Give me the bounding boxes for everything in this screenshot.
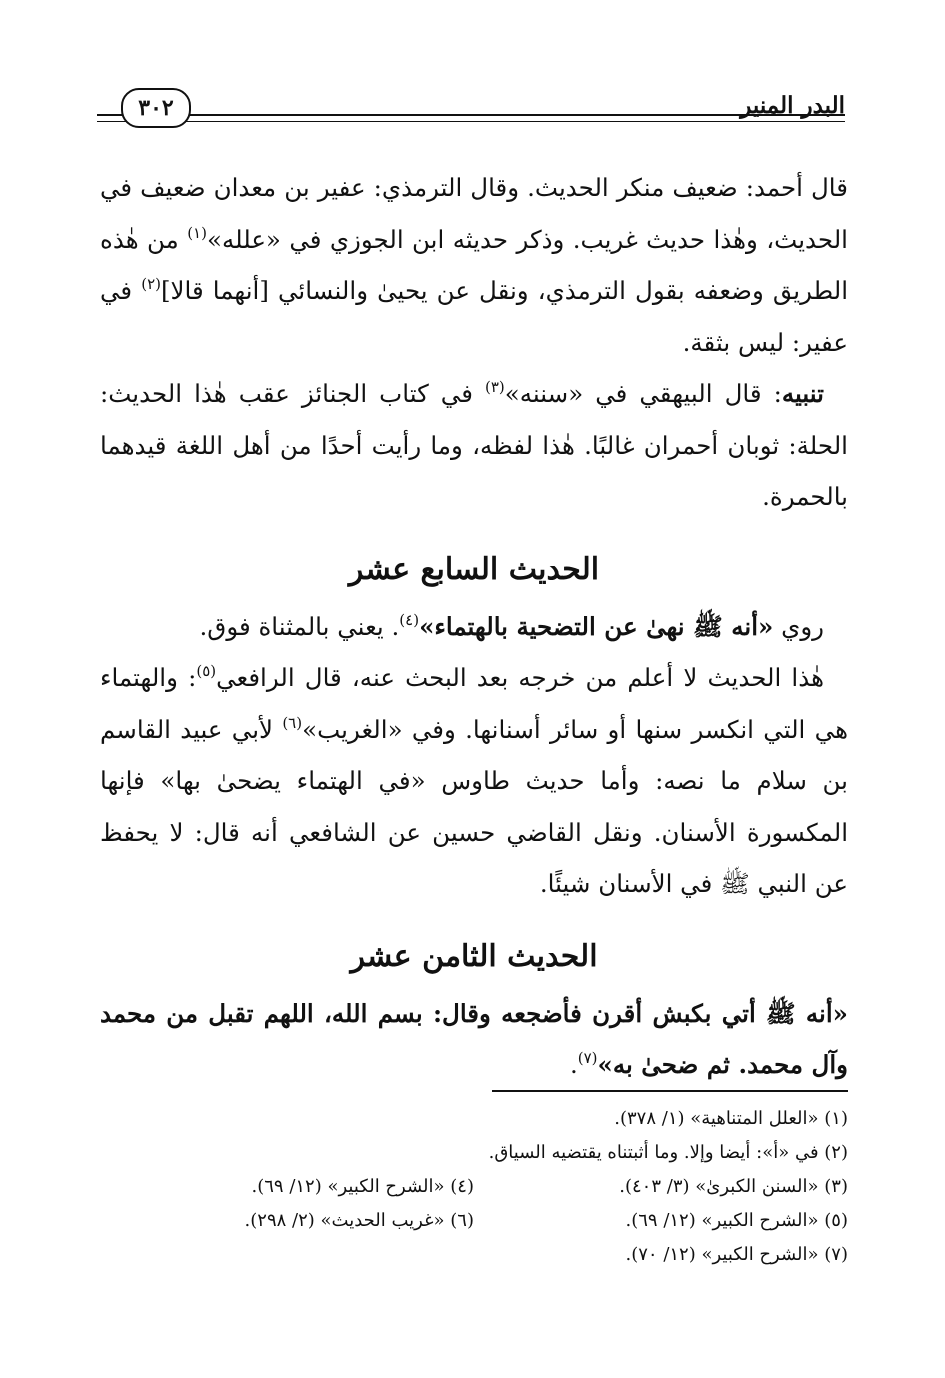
footnotes bbox=[100, 1102, 848, 1272]
text-line: من هٰذه الطريق وضعفه بقول الترمذي، ونقل عن يحيىٰ bbox=[100, 224, 848, 305]
text-line: في عفير: ليس بثقة. bbox=[100, 276, 848, 357]
footnote-ref[interactable]: (٣) bbox=[484, 378, 505, 396]
hadith-quote: «أنه ﷺ أتي بكبش أقرن فأضجعه وقال: بسم الله، اللهم تقبل من محمد وآل محمد. ثم ضحىٰ به» bbox=[100, 998, 848, 1079]
paragraph-intro-1 bbox=[100, 162, 848, 368]
text-segment: في كتاب الجنائز عقب هٰذا الحديث: الحلة: ثوبان أحمران غالبًا. هٰذا لفظه، وما رأيت أحدًا من أهل اللغة قيدهما بالحمرة. bbox=[100, 379, 848, 511]
main-text bbox=[100, 162, 848, 1091]
footnote: (١) «العلل المتناهية» (١/ ٣٧٨). bbox=[614, 1108, 848, 1129]
text-segment: لأبي عبيد القاسم بن سلام ما نصه: وأما حديث طاوس «في الهتماء يضحىٰ بها» فإنها المكسورة الأسنان. ونقل القاضي حسين عن الشافعي أنه قال: لا يحفظ عن النبي ﷺ في الأسنان شيئًا. bbox=[100, 714, 848, 898]
text-line: ضعيف في الحديث، وهٰذا حديث غريب. وذكر حديثه ابن الجوزي في bbox=[100, 173, 848, 254]
paragraph-notice bbox=[100, 368, 848, 523]
footnote-ref[interactable]: (١) bbox=[187, 223, 207, 242]
section-heading: الحديث الثامن عشر bbox=[350, 938, 598, 974]
text-line: والنسائي [أنهما قالا] bbox=[161, 276, 369, 305]
text-segment: : قال البيهقي في «سننه» bbox=[504, 379, 782, 408]
text-segment: هٰذا الحديث لا أعلم من خرجه بعد البحث عنه، قال الرافعي bbox=[216, 663, 824, 692]
paragraph-hadith-17-commentary bbox=[100, 652, 848, 910]
text-segment: . bbox=[569, 1050, 578, 1079]
header-rule-thick bbox=[97, 114, 845, 116]
section-heading: الحديث السابع عشر bbox=[348, 551, 600, 587]
footnote-ref[interactable]: (٥) bbox=[196, 662, 217, 680]
footnote-ref[interactable]: (٢) bbox=[141, 275, 161, 293]
paragraph-hadith-18-text bbox=[100, 988, 848, 1091]
text-segment: روي bbox=[773, 611, 824, 641]
text-segment: . يعني بالمثناة فوق. bbox=[199, 611, 400, 641]
footnote-ref[interactable]: (٦) bbox=[282, 713, 303, 732]
footnote-row bbox=[100, 1204, 848, 1238]
footnote: (٣) «السنن الكبرىٰ» (٣/ ٤٠٣). bbox=[619, 1176, 848, 1197]
footnote: (٧) «الشرح الكبير» (١٢/ ٧٠). bbox=[625, 1244, 848, 1265]
footnote-ref[interactable]: (٧) bbox=[577, 1049, 598, 1067]
text-line: قال أحمد: ضعيف منكر الحديث. وقال الترمذي: عفير بن معدان bbox=[213, 173, 848, 202]
hadith-quote: «أنه ﷺ نهىٰ عن التضحية بالهتماء» bbox=[419, 611, 774, 641]
footnote: (٦) «غريب الحديث» (٢/ ٢٩٨). bbox=[244, 1210, 474, 1231]
notice-label: تنبيه bbox=[781, 379, 824, 408]
page-number: ٣٠٢ bbox=[121, 88, 191, 128]
footnote: (٤) «الشرح الكبير» (١٢/ ٦٩). bbox=[251, 1176, 474, 1197]
page-header bbox=[97, 88, 845, 134]
footnote: (٢) في «أ»: أيضا وإلا. وما أثبتناه يقتضيه السياق. bbox=[488, 1142, 848, 1163]
header-rule-thin bbox=[97, 121, 845, 122]
text-segment: : والهتماء هي التي انكسر سنها أو سائر أسنانها. وفي «الغريب» bbox=[100, 663, 848, 744]
paragraph-hadith-17-text bbox=[100, 601, 848, 653]
footnote-row bbox=[100, 1170, 848, 1204]
running-title: البدر المنير bbox=[740, 92, 845, 119]
footnote-ref[interactable]: (٤) bbox=[399, 610, 420, 629]
text-line: «علله» bbox=[206, 224, 281, 254]
footnote: (٥) «الشرح الكبير» (١٢/ ٦٩). bbox=[625, 1210, 848, 1231]
footnote-separator bbox=[492, 1090, 848, 1092]
